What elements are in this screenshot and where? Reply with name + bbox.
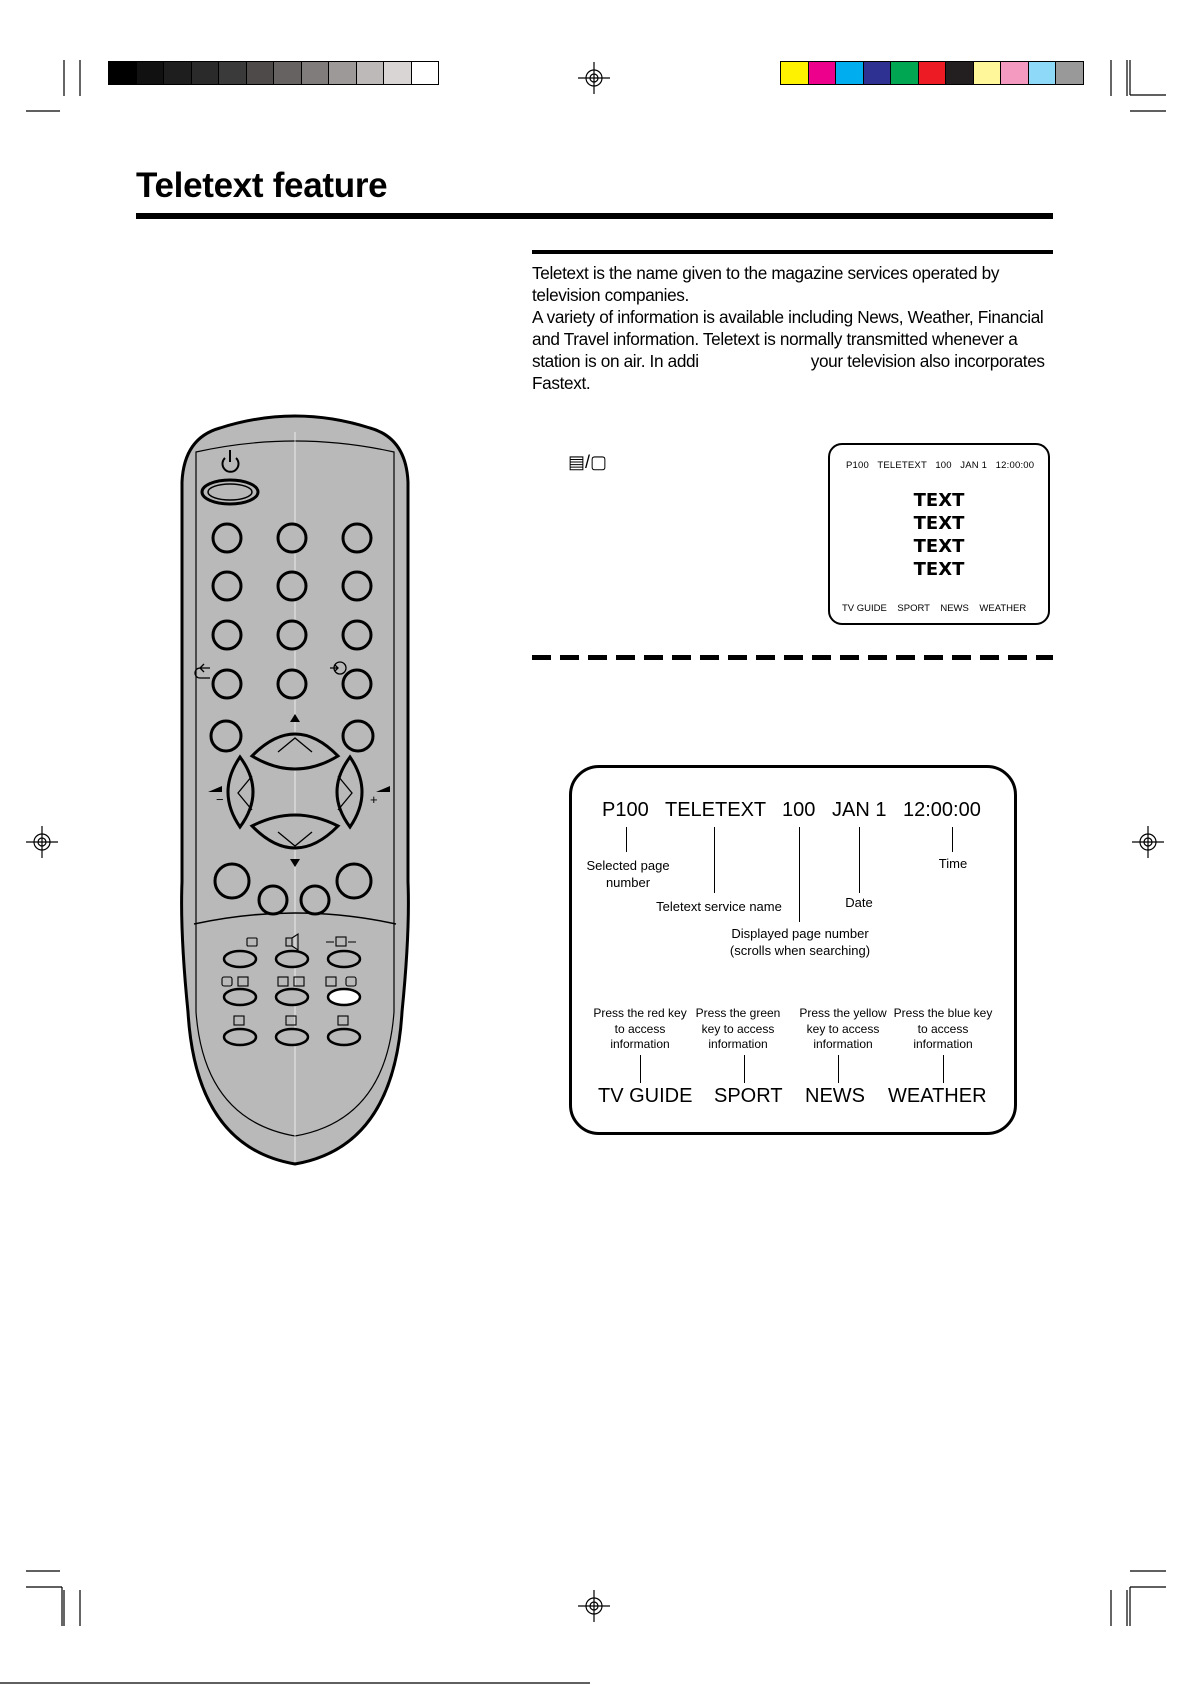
number-button bbox=[213, 670, 241, 698]
leader-line bbox=[626, 827, 627, 852]
time-label: Time bbox=[938, 856, 968, 871]
left-round-button bbox=[211, 721, 241, 751]
leader-line bbox=[640, 1055, 641, 1083]
number-button bbox=[213, 572, 241, 600]
color-swatch bbox=[780, 61, 809, 85]
leader-line bbox=[952, 827, 953, 852]
registration-mark-bottom bbox=[578, 1590, 610, 1622]
text-mix-button bbox=[328, 989, 360, 1005]
color-swatch bbox=[1028, 61, 1057, 85]
function-buttons bbox=[224, 951, 360, 1045]
mini-screen-text: TEXT bbox=[913, 536, 965, 557]
color-swatch bbox=[108, 61, 137, 85]
bottom-round-button bbox=[215, 864, 249, 898]
fastext-weather: WEATHER bbox=[888, 1085, 987, 1107]
blue-key-caption: Press the blue key to access information bbox=[893, 1006, 993, 1051]
intro-paragraph-2: A variety of information is available including News, Weather, Financial and Travel information. Teletext is normally transmitted whenever a station is on air. In addi your television also incorporates Fastext. bbox=[532, 307, 1045, 393]
date-label: Date bbox=[845, 895, 873, 910]
displayed-page-value: 100 bbox=[782, 799, 816, 821]
red-key-caption: Press the red key to access information bbox=[593, 1006, 687, 1051]
number-button bbox=[278, 621, 306, 649]
volume-plus-label: + bbox=[370, 792, 378, 807]
color-swatch bbox=[356, 61, 385, 85]
color-swatch bbox=[136, 61, 165, 85]
title-rule bbox=[136, 213, 1053, 219]
number-button bbox=[278, 670, 306, 698]
number-button bbox=[343, 621, 371, 649]
date-value: JAN 1 bbox=[832, 799, 887, 821]
number-button bbox=[343, 524, 371, 552]
displayed-page-label: Displayed page number (scrolls when searching) bbox=[729, 926, 871, 958]
leader-line bbox=[943, 1055, 944, 1083]
leader-line bbox=[838, 1055, 839, 1083]
bottom-round-button bbox=[301, 886, 329, 914]
color-swatch bbox=[945, 61, 974, 85]
registration-mark-left bbox=[26, 826, 58, 858]
color-swatch bbox=[835, 61, 864, 85]
registration-mark-top bbox=[578, 62, 610, 94]
selected-page-value: P100 bbox=[602, 799, 649, 821]
color-swatch bbox=[1000, 61, 1029, 85]
mini-screen-text: TEXT bbox=[913, 490, 965, 511]
selected-page-label: Selected page number bbox=[586, 858, 670, 890]
dashed-divider bbox=[532, 655, 1053, 660]
intro-paragraph-1: Teletext is the name given to the magazine services operated by television companies. bbox=[532, 263, 1000, 305]
service-name-label: Teletext service name bbox=[656, 899, 782, 914]
green-key-caption: Press the green key to access information bbox=[695, 1006, 781, 1051]
fastext-news: NEWS bbox=[805, 1085, 865, 1107]
color-swatch bbox=[218, 61, 247, 85]
mini-screen-text: TEXT bbox=[913, 513, 965, 534]
color-swatch bbox=[163, 61, 192, 85]
page-title: Teletext feature bbox=[136, 166, 388, 205]
remote-control bbox=[170, 412, 420, 1172]
number-button bbox=[343, 670, 371, 698]
color-swatch bbox=[863, 61, 892, 85]
mini-screen-footer: TV GUIDE SPORT NEWS WEATHER bbox=[842, 603, 1027, 614]
volume-minus-label: − bbox=[216, 792, 224, 807]
fastext-tv-guide: TV GUIDE bbox=[598, 1085, 693, 1107]
color-swatch bbox=[328, 61, 357, 85]
color-swatch bbox=[411, 61, 440, 85]
leader-line bbox=[714, 827, 715, 893]
bottom-round-button bbox=[337, 864, 371, 898]
color-swatch bbox=[383, 61, 412, 85]
color-swatch bbox=[246, 61, 275, 85]
teletext-mix-icon: ▤/▢ bbox=[568, 452, 608, 472]
mini-screen-text: TEXT bbox=[913, 559, 965, 580]
color-swatch bbox=[973, 61, 1002, 85]
number-button bbox=[343, 572, 371, 600]
leader-line bbox=[744, 1055, 745, 1083]
color-swatch bbox=[918, 61, 947, 85]
bottom-round-button bbox=[259, 886, 287, 914]
leader-line bbox=[799, 827, 800, 922]
intro-text bbox=[532, 262, 1057, 394]
number-button bbox=[213, 524, 241, 552]
color-swatch bbox=[1055, 61, 1084, 85]
number-button bbox=[213, 621, 241, 649]
yellow-key-caption: Press the yellow key to access information bbox=[799, 1006, 887, 1051]
color-swatch bbox=[808, 61, 837, 85]
color-swatch bbox=[890, 61, 919, 85]
right-round-button bbox=[343, 721, 373, 751]
number-button bbox=[278, 524, 306, 552]
number-button bbox=[278, 572, 306, 600]
color-swatch bbox=[191, 61, 220, 85]
color-swatch bbox=[301, 61, 330, 85]
service-name-value: TELETEXT bbox=[665, 799, 767, 821]
color-swatch bbox=[273, 61, 302, 85]
leader-line bbox=[859, 827, 860, 893]
intro-rule bbox=[532, 250, 1053, 254]
mini-screen-header: P100 TELETEXT 100 JAN 1 12:00:00 bbox=[846, 460, 1035, 471]
fastext-sport: SPORT bbox=[714, 1085, 783, 1107]
registration-mark-right bbox=[1132, 826, 1164, 858]
time-value: 12:00:00 bbox=[903, 799, 981, 821]
